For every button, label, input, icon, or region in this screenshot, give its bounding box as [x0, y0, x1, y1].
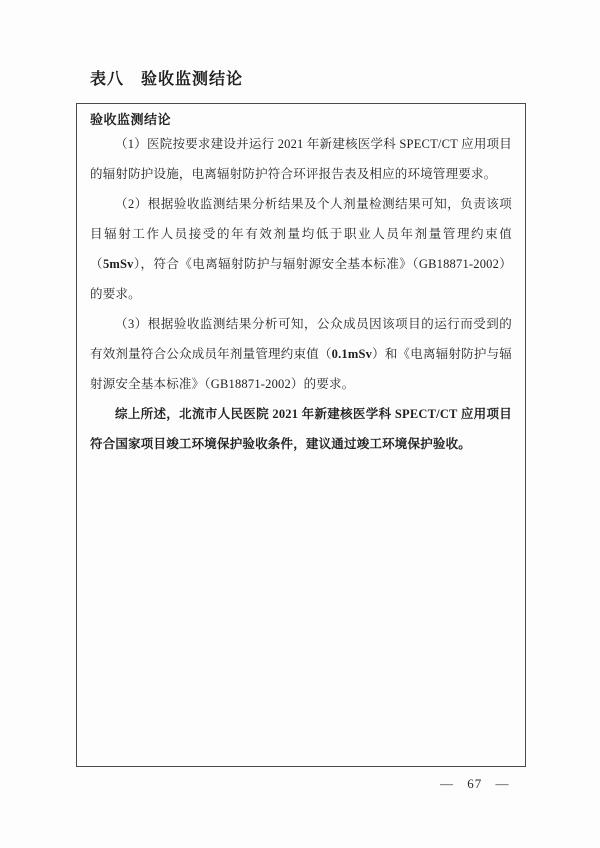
paragraph-1: （1）医院按要求建设并运行 2021 年新建核医学科 SPECT/CT 应用项目的辐射防护设施，电离辐射防护符合环评报告表及相应的环境管理要求。	[90, 137, 512, 181]
paragraph-2-text-pre: （2）根据验收监测结果分析结果及个人剂量检测结果可知，负责该项目辐射工作人员接受的年有效剂量均低于职业人员年剂量管理约束值（	[90, 197, 512, 271]
paragraph-3	[90, 309, 512, 399]
paragraph-2-dose-limit-value: 5mSv	[102, 257, 134, 271]
paragraph-2-text-post: ），符合《电离辐射防护与辐射源安全基本标准》（GB18871-2002）的要求。	[90, 257, 512, 301]
paragraph-conclusion: 综上所述，北流市人民医院 2021 年新建核医学科 SPECT/CT 应用项目符合国家项目竣工环境保护验收条件，建议通过竣工环境保护验收。	[90, 407, 512, 451]
paragraph-3-text-post: ）和《电离辐射防护与辐射源安全基本标准》（GB18871-2002）的要求。	[90, 347, 512, 391]
page-title: 表八 验收监测结论	[90, 71, 244, 88]
paragraph-3-text-pre: （3）根据验收监测结果分析可知，公众成员因该项目的运行而受到的有效剂量符合公众成员年剂量管理约束值（	[90, 317, 512, 361]
paragraph-2	[90, 189, 512, 309]
box-header: 验收监测结论	[90, 112, 172, 127]
paragraph-3-dose-limit-value: 0.1mSv	[331, 347, 373, 361]
conclusion-box	[76, 103, 526, 767]
page-number: — 67 —	[440, 776, 510, 791]
